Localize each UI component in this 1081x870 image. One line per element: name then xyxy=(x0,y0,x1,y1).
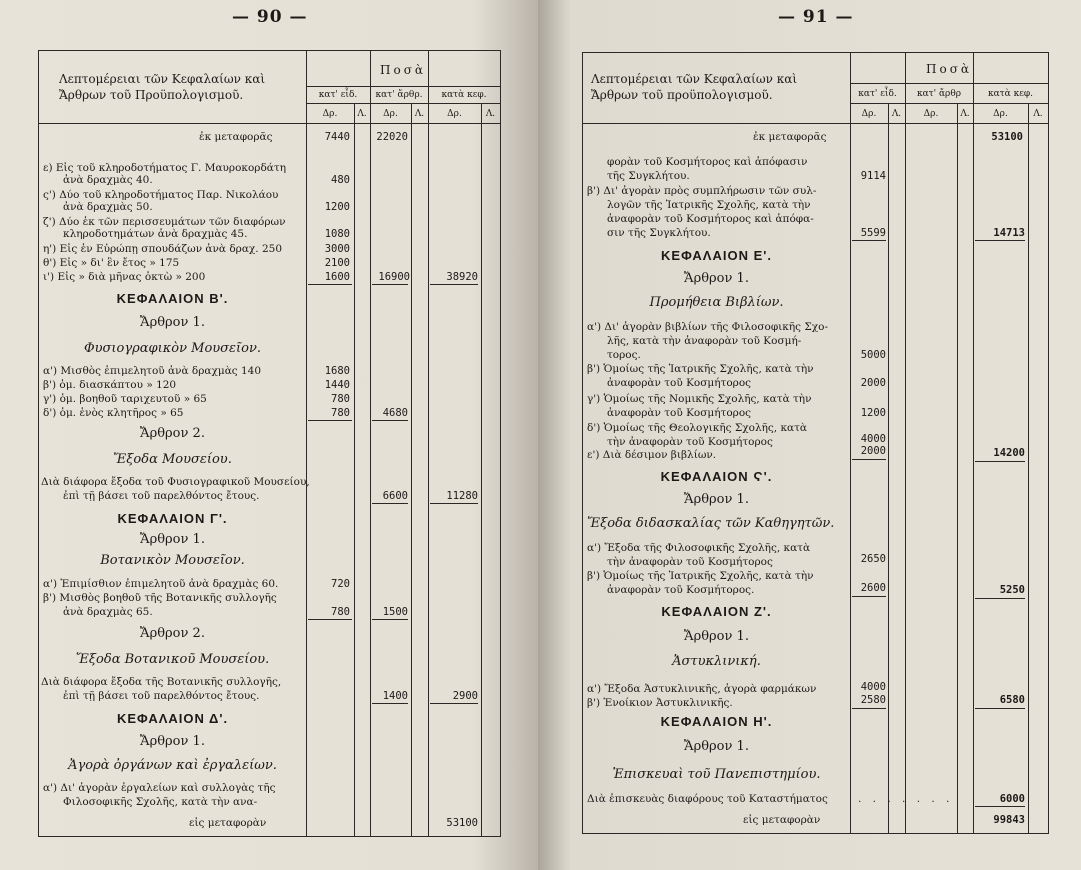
budget-table xyxy=(582,52,1049,834)
amount-article: 1400 xyxy=(382,690,408,702)
right-page xyxy=(538,0,1081,870)
line-text: ἀνὰ δραχμὰς 50. xyxy=(63,201,153,213)
amount: 1080 xyxy=(324,228,350,240)
line-text: β') Ὁμοίως τῆς Ἰατρικῆς Σχολῆς, κατὰ τὴν xyxy=(587,363,814,375)
amount: 1200 xyxy=(860,407,886,419)
amount: 780 xyxy=(331,407,350,419)
line-text: ἐπὶ τῇ βάσει τοῦ παρελθόντος ἔτους. xyxy=(63,490,260,502)
col-l: Λ. xyxy=(960,109,970,119)
amount-chapter: 5250 xyxy=(999,584,1025,596)
chapter-heading: ΚΕΦΑΛΑΙΟΝ Ε'. xyxy=(661,248,772,263)
carry-forward-label: εἰς μεταφορὰν xyxy=(189,817,267,829)
col-dr: Δρ. xyxy=(993,109,1008,119)
carry-forward-label: εἰς μεταφορὰν xyxy=(743,814,821,826)
line-text: Διὰ διάφορα ἔξοδα τοῦ Φυσιογραφικοῦ Μουσείου, xyxy=(41,476,310,488)
carried-value: 7440 xyxy=(324,131,350,143)
line-text: Φιλοσοφικῆς Σχολῆς, κατὰ τὴν ανα- xyxy=(63,796,258,808)
col-l: Λ. xyxy=(485,109,496,119)
amount-article: 4680 xyxy=(382,407,408,419)
amount: 720 xyxy=(331,578,350,590)
line-text: γ') ὁμ. βοηθοῦ ταριχευτοῦ » 65 xyxy=(43,393,207,405)
amount-chapter: 11280 xyxy=(446,490,478,502)
line-text: ι') Εἰς » διὰ μῆνας ὀκτὼ » 200 xyxy=(43,271,206,283)
col-kata-kef: κατὰ κεφ. xyxy=(987,89,1034,99)
carried-value: 53100 xyxy=(991,131,1023,143)
col-kat-arthr: κατ' ἄρθρ xyxy=(916,89,962,99)
article-heading: Ἄρθρον 1. xyxy=(140,734,205,749)
carry-forward-value: 99843 xyxy=(993,814,1025,826)
col-dr: Δρ. xyxy=(383,109,398,119)
article-title: Ἔξοδα Μουσείου. xyxy=(113,452,232,467)
amount-article: 1500 xyxy=(382,606,408,618)
line-text: λογῶν τῆς Ἰατρικῆς Σχολῆς, κατὰ τὴν xyxy=(607,199,811,211)
amount: 2000 xyxy=(860,377,886,389)
line-text: ε) Εἰς τοῦ κληροδοτήματος Γ. Μαυροκορδάτη xyxy=(43,162,286,174)
line-text: φορὰν τοῦ Κοσμήτορος καὶ ἀπόφασιν xyxy=(607,156,808,168)
amount: 3000 xyxy=(324,243,350,255)
line-text: ἀνὰ δραχμὰς 40. xyxy=(63,174,153,186)
amount-chapter: 14713 xyxy=(993,227,1025,239)
article-title: Ἀγορὰ ὀργάνων καὶ ἐργαλείων. xyxy=(68,758,277,773)
line-text: α') Μισθὸς ἐπιμελητοῦ ἀνὰ δραχμὰς 140 xyxy=(43,365,262,377)
leader-dots: . . . . . . . xyxy=(858,793,954,805)
line-text: Διὰ ἐπισκευὰς διαφόρους τοῦ Καταστήματος xyxy=(587,793,828,805)
line-text: ἐπὶ τῇ βάσει τοῦ παρελθόντος ἔτους. xyxy=(63,690,260,702)
line-text: κληροδοτημάτων ἀνὰ δραχμὰς 45. xyxy=(63,228,248,240)
line-text: λῆς, κατὰ τὴν ἀναφορὰν τοῦ Κοσμή- xyxy=(607,335,802,347)
amount: 780 xyxy=(331,393,350,405)
chapter-heading: ΚΕΦΑΛΑΙΟΝ Δ'. xyxy=(116,711,229,726)
article-heading: Ἄρθρον 1. xyxy=(684,629,749,644)
amount: 1600 xyxy=(324,271,350,283)
col-dr: Δρ. xyxy=(447,109,462,119)
col-l: Λ. xyxy=(357,109,367,119)
amount-chapter: 2900 xyxy=(452,690,478,702)
line-text: ἀνὰ δραχμὰς 65. xyxy=(63,606,153,618)
amount: 1440 xyxy=(324,379,350,391)
chapter-heading: ΚΕΦΑΛΑΙΟΝ Ζ'. xyxy=(661,604,772,619)
article-title: Ἐπισκευαὶ τοῦ Πανεπιστημίου. xyxy=(612,767,821,782)
budget-table xyxy=(38,50,501,837)
amount-article: 16900 xyxy=(378,271,410,283)
line-text: τὴν ἀναφορὰν τοῦ Κοσμήτορος xyxy=(607,436,773,448)
amount: 4000 xyxy=(860,433,886,445)
col-l: Λ. xyxy=(891,109,902,119)
line-text: β') ὁμ. διασκάπτου » 120 xyxy=(43,379,177,391)
amount: 2580 xyxy=(860,694,886,706)
carry-forward-value: 53100 xyxy=(446,817,478,829)
amount-chapter: 14200 xyxy=(993,447,1025,459)
amount: 2600 xyxy=(860,582,886,594)
line-text: τῆς Συγκλήτου. xyxy=(607,170,690,182)
line-text: δ') Ὁμοίως τῆς Θεολογικῆς Σχολῆς, κατὰ xyxy=(587,422,807,434)
line-text: ἀναφορὰν τοῦ Κοσμήτορος καὶ ἀπόφα- xyxy=(607,213,814,225)
line-text: ἀναφορὰν τοῦ Κοσμήτορος xyxy=(607,407,752,419)
header-title-line2: Ἄρθρων τοῦ Προϋπολογισμοῦ. xyxy=(59,88,244,102)
article-heading: Ἄρθρον 1. xyxy=(140,315,205,330)
carried-value: 22020 xyxy=(376,131,408,143)
carried-label: ἐκ μεταφορᾶς xyxy=(753,131,827,143)
article-title: Βοτανικὸν Μουσεῖον. xyxy=(100,553,245,568)
amount: 1680 xyxy=(324,365,350,377)
amount-chapter: 6000 xyxy=(999,793,1025,805)
line-text: ἀναφορὰν τοῦ Κοσμήτορος. xyxy=(607,584,755,596)
line-text: β') Ἐνοίκιον Ἀστυκλινικῆς. xyxy=(587,697,733,709)
line-text: γ') Ὁμοίως τῆς Νομικῆς Σχολῆς, κατὰ τὴν xyxy=(587,393,812,405)
header-title-line1: Λεπτομέρειαι τῶν Κεφαλαίων καὶ xyxy=(591,72,798,86)
chapter-heading: ΚΕΦΑΛΑΙΟΝ Γ'. xyxy=(117,511,228,526)
amount: 5000 xyxy=(860,349,886,361)
line-text: ε') Διὰ δέσιμον βιβλίων. xyxy=(587,449,717,461)
col-l: Λ. xyxy=(1033,109,1043,119)
line-text: β') Δι' ἀγορὰν πρὸς συμπλήρωσιν τῶν συλ- xyxy=(587,185,817,197)
col-dr: Δρ. xyxy=(923,109,939,119)
line-text: η') Εἰς ἐν Εὐρώπῃ σπουδάζων ἀνὰ δραχ. 250 xyxy=(43,243,283,255)
amount-chapter: 38920 xyxy=(446,271,478,283)
article-title: Ἀστυκλινική. xyxy=(672,654,761,669)
line-text: τορος. xyxy=(607,349,641,361)
line-text: σιν τῆς Συγκλήτου. xyxy=(607,227,711,239)
line-text: β') Μισθὸς βοηθοῦ τῆς Βοτανικῆς συλλογῆς xyxy=(43,592,277,604)
chapter-heading: ΚΕΦΑΛΑΙΟΝ Β'. xyxy=(116,291,229,306)
article-heading: Ἄρθρον 2. xyxy=(140,426,205,441)
amount-chapter: 6580 xyxy=(999,694,1025,706)
line-text: Διὰ διάφορα ἔξοδα τῆς Βοτανικῆς συλλογῆς, xyxy=(41,676,282,688)
article-heading: Ἄρθρον 1. xyxy=(684,492,749,507)
chapter-heading: ΚΕΦΑΛΑΙΟΝ Ϛ'. xyxy=(660,469,773,484)
article-heading: Ἄρθρον 2. xyxy=(140,626,205,641)
col-kata-kef: κατὰ κεφ. xyxy=(441,90,487,100)
article-title: Ἔξοδα Βοτανικοῦ Μουσείου. xyxy=(75,652,270,667)
line-text: τὴν ἀναφορὰν τοῦ Κοσμήτορος xyxy=(607,556,773,568)
line-text: ζ') Δύο ἐκ τῶν περισσευμάτων τῶν διαφόρων xyxy=(43,216,286,228)
col-kat-eid: κατ' εἶδ. xyxy=(318,90,358,100)
amount: 780 xyxy=(331,606,350,618)
header-posa: Ποσὰ xyxy=(380,63,426,77)
article-heading: Ἄρθρον 1. xyxy=(140,532,205,547)
col-dr: Δρ. xyxy=(322,109,338,119)
carried-label: ἐκ μεταφορᾶς xyxy=(199,131,273,143)
line-text: ς') Δύο τοῦ κληροδοτήματος Παρ. Νικολάου xyxy=(43,189,279,201)
header-title-line2: Ἄρθρων τοῦ προϋπολογισμοῦ. xyxy=(591,88,773,102)
amount: 480 xyxy=(331,174,350,186)
article-heading: Ἄρθρον 1. xyxy=(684,739,749,754)
line-text: θ') Εἰς » δι' ἓν ἔτος » 175 xyxy=(43,257,180,269)
article-title: Φυσιογραφικὸν Μουσεῖον. xyxy=(84,341,261,356)
amount-article: 6600 xyxy=(382,490,408,502)
amount: 2100 xyxy=(324,257,350,269)
header-posa: Ποσὰ xyxy=(926,62,972,76)
amount: 2000 xyxy=(860,445,886,457)
line-text: α') Δι' ἀγορὰν βιβλίων τῆς Φιλοσοφικῆς Σχο- xyxy=(587,321,829,333)
line-text: α') Ἐπιμίσθιον ἐπιμελητοῦ ἀνὰ δραχμὰς 60. xyxy=(43,578,279,590)
left-page xyxy=(0,0,538,870)
line-text: δ') ὁμ. ἑνὸς κλητῆρος » 65 xyxy=(43,407,184,419)
col-kat-arthr: κατ' ἄρθρ. xyxy=(375,90,423,100)
line-text: β') Ὁμοίως τῆς Ἰατρικῆς Σχολῆς, κατὰ τὴν xyxy=(587,570,814,582)
col-l: Λ. xyxy=(414,109,425,119)
page-number: — 90 — xyxy=(232,7,308,27)
article-title: Προμήθεια Βιβλίων. xyxy=(649,295,784,310)
line-text: ἀναφορὰν τοῦ Κοσμήτορος xyxy=(607,377,752,389)
line-text: α') Ἔξοδα Ἀστυκλινικῆς, ἀγορὰ φαρμάκων xyxy=(587,683,817,695)
amount: 2650 xyxy=(860,553,886,565)
chapter-heading: ΚΕΦΑΛΑΙΟΝ Η'. xyxy=(660,714,773,729)
page-number: — 91 — xyxy=(778,7,854,27)
col-dr: Δρ. xyxy=(861,109,877,119)
line-text: α') Δι' ἀγορὰν ἐργαλείων καὶ συλλογὰς τῆς xyxy=(43,782,276,794)
amount: 9114 xyxy=(860,170,886,182)
amount: 5599 xyxy=(860,227,886,239)
header-title-line1: Λεπτομέρειαι τῶν Κεφαλαίων καὶ xyxy=(59,72,266,86)
col-kat-eid: κατ' εἶδ. xyxy=(858,89,897,99)
line-text: α') Ἔξοδα τῆς Φιλοσοφικῆς Σχολῆς, κατὰ xyxy=(587,542,811,554)
amount: 1200 xyxy=(324,201,350,213)
amount: 4000 xyxy=(860,681,886,693)
article-title: Ἔξοδα διδασκαλίας τῶν Καθηγητῶν. xyxy=(587,516,835,531)
article-heading: Ἄρθρον 1. xyxy=(684,271,749,286)
